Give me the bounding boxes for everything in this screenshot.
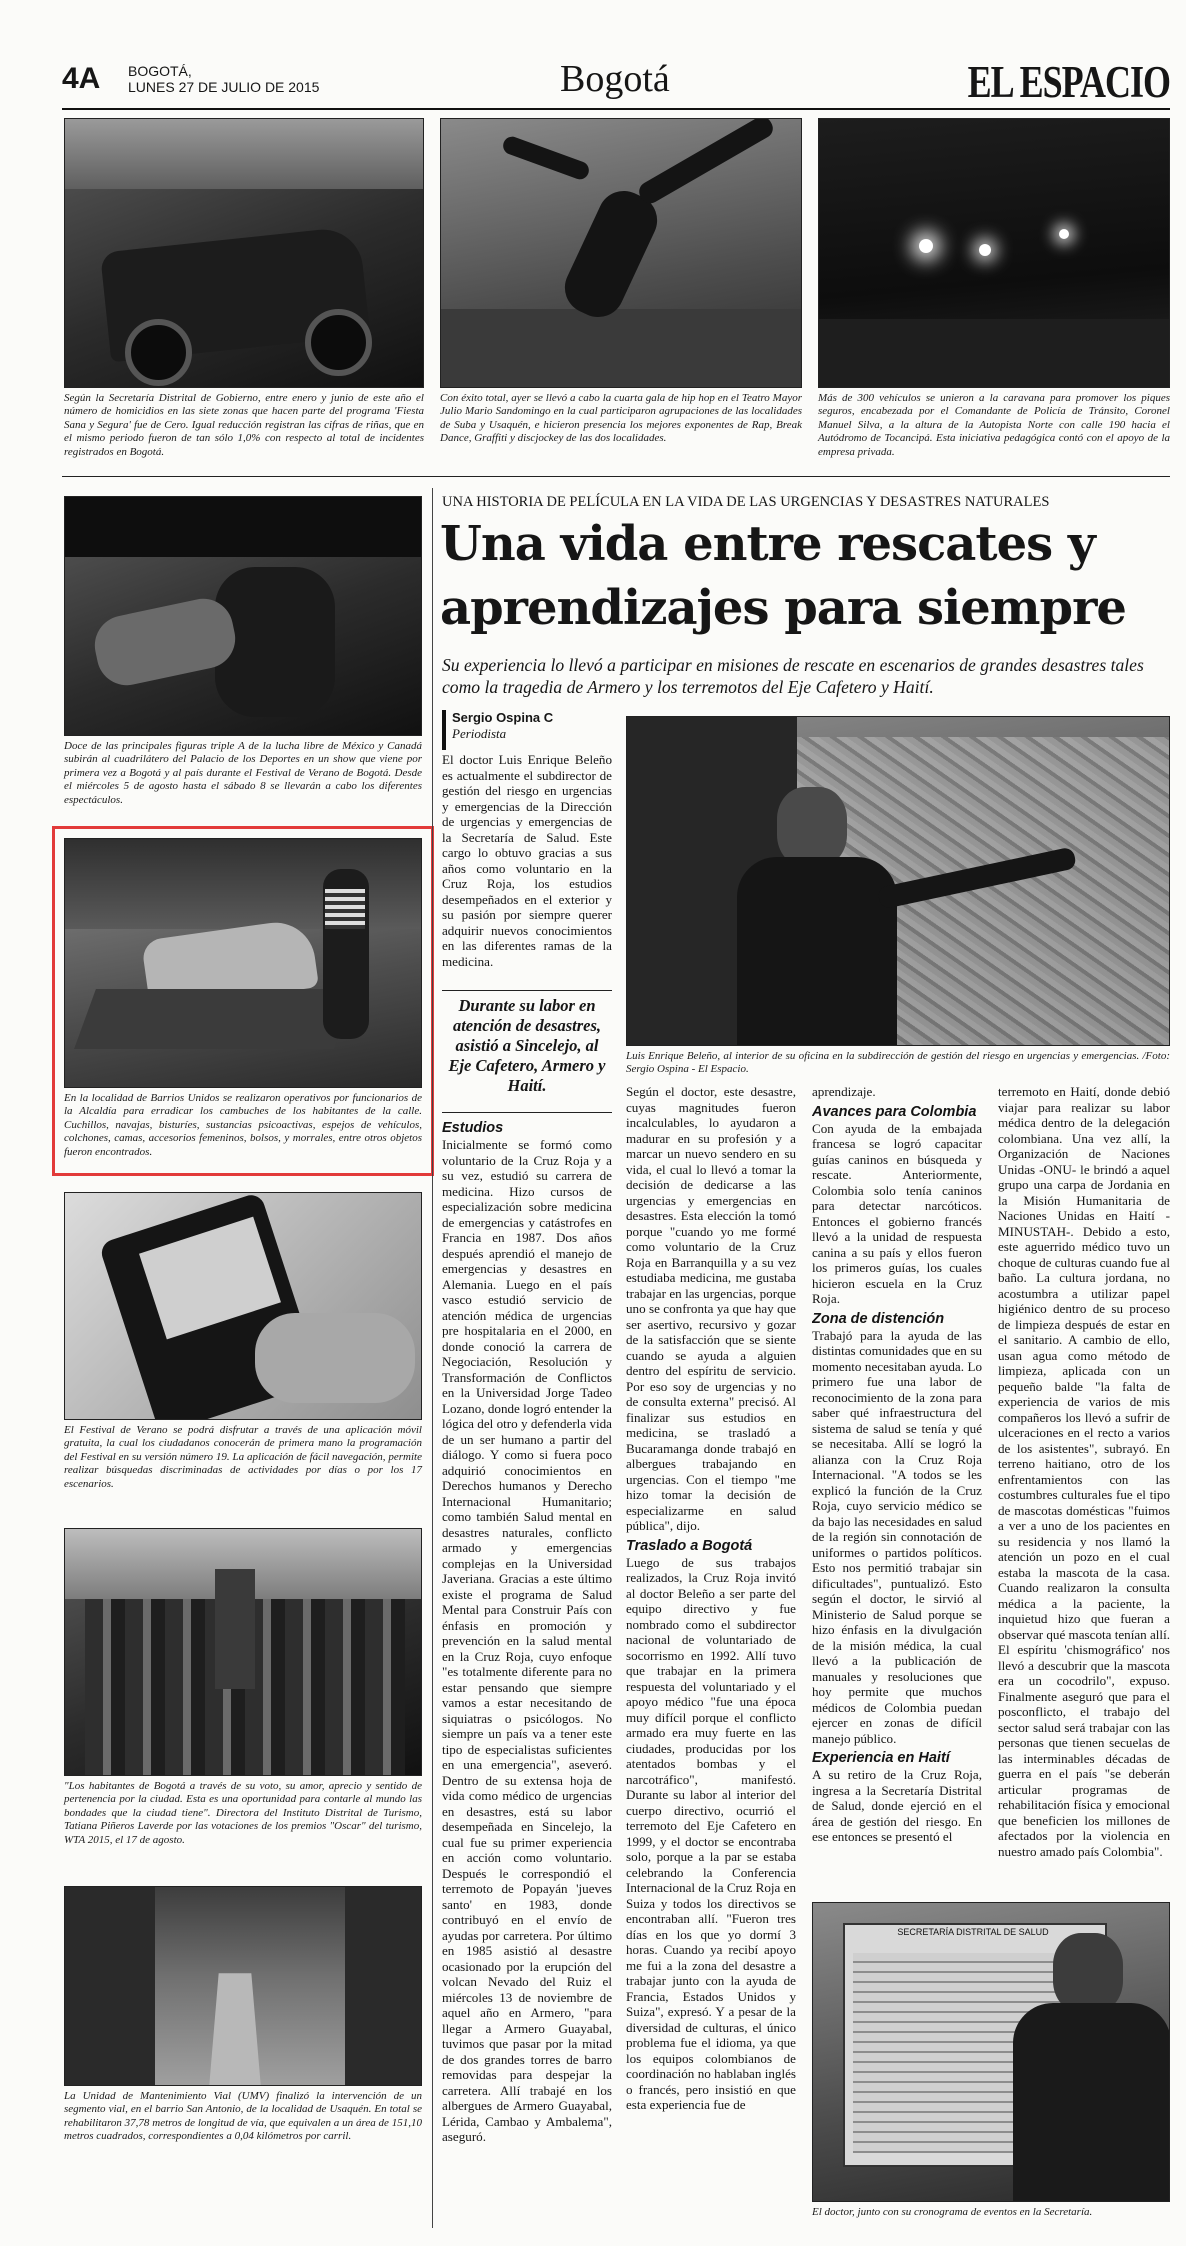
masthead: [62, 55, 1170, 107]
column-3-text-b: Trabajó para la ayuda de las distintas comunidades que en su momento necesitaban ayuda. Lo primero fue una labor de reconocimiento de la zona para saber qué infraestructura del sistema de salud se tenía y qué se necesitaba. Allí se logró la alianza con la Cruz Roja Internacional. "A todos se les explicó la función de la Cruz Roja, cuyo servicio médico se da bajo las necesidades en salud de la región sin connotación de uniformes o partidos políticos. Esto nos permitió trabajar sin dificultades", puntualizó. Esto según el doctor, le sirvió al Ministerio de Salud porque se hizo énfasis en la divulgación de la misión médica, la cual llevó a la publicación de manuales y resoluciones que hoy permite que muchos médicos de Colombia puedan ejercer en zonas de difícil manejo público.: [812, 1327, 982, 1746]
caption-homicides: Según la Secretaría Distrital de Gobierno, entre enero y junio de este año el número de homicidios en las siete zonas que hacen parte del programa 'Fiesta Sana y Segura' fue de Cero. Igual reducción registran las cifras de riñas, que en el mismo periodo fueron de tan sólo 1,0% con respecto al total de incidentes registrados en Bogotá.: [64, 392, 424, 458]
caption-festival-app: El Festival de Verano se podrá disfrutar a través de una aplicación móvil gratuita, la cual los ciudadanos conocerán de primera mano la programación del Festival en su versión número 19. La aplicación de fácil navegación, permite realizar búsquedas discriminadas de actividades por días o por los 17 escenarios.: [64, 1424, 422, 1490]
top-row-rule: [62, 476, 1170, 477]
heading-experiencia-haiti: Experiencia en Haití: [812, 1750, 950, 1766]
caption-caravan: Más de 300 vehículos se unieron a la caravana para promover los piques seguros, encabezada por el Comandante de Policía de Tránsito, Coronel Manuel Silva, a la altura de la Autopista Norte con calle 190 hacia el Autódromo de Tocancipá. Esta iniciativa pedagógica contó con el apoyo de la empresa privada.: [818, 392, 1170, 458]
section-title: Bogotá: [560, 58, 670, 100]
article-intro-text: El doctor Luis Enrique Beleño es actualmente el subdirector de gestión del riesgo en urgencias y emergencias de la Dirección de urgencias y emergencias de la Secretaría de Salud. Este cargo lo obtuvo gracias a sus años como voluntario en la Cruz Roja, los estudios desempeñados en el exterior y su pasión por siempre querer adquirir nuevos conocimientos en las diferentes ramas de la medicina.: [442, 752, 612, 969]
page-number: 4A: [62, 62, 101, 95]
byline: [442, 710, 592, 750]
article-headline-line1: Una vida entre rescates y: [440, 516, 1095, 572]
photo-street-camp-removal: [64, 838, 422, 1088]
photo-bogota-skyline: [64, 1528, 422, 1776]
caption-street-camps: En la localidad de Barrios Unidos se realizaron operativos por funcionarios de la Alcaldía para erradicar los cambuches de los habitantes de la calle. Cuchillos, navajas, bisturíes, sustancias psicoactivas, espejos de vehículos, colchones, camas, accesorios femeninos, bolsos, y morrales, entre otros objetos fueron encontrados.: [64, 1092, 422, 1158]
caption-wrestling: Doce de las principales figuras triple A de la lucha libre de México y Canadá subirán al cuadrilátero del Palacio de los Deportes en un show que viene por primera vez a Bogotá y al país durante el Festival de Verano de Bogotá. Desde el miércoles 5 de agosto hasta el sábado 8 se llevarán a cabo los diferentes espectáculos.: [64, 740, 422, 806]
photo-road-maintenance: [64, 1886, 422, 2086]
article-column-3: [812, 1084, 982, 1894]
article-kicker: UNA HISTORIA DE PELÍCULA EN LA VIDA DE LAS URGENCIAS Y DESASTRES NATURALES: [442, 494, 1050, 510]
article-column-2: [626, 1084, 796, 2228]
office-sign: SECRETARÍA DISTRITAL DE SALUD: [897, 1927, 1049, 1937]
photo-doctor-schedule: [812, 1902, 1170, 2202]
caption-hip-hop: Con éxito total, ayer se llevó a cabo la cuarta gala de hip hop en el Teatro Mayor Julio Mario Sandomingo en la cual participaron agrupaciones de las localidades de Suba y Usaquén, e hicieron presencia los mejores exponentes de Rap, Break Dance, Graffiti y discjockey de las dos localidades.: [440, 392, 802, 445]
column-3-text-c: A su retiro de la Cruz Roja, ingresa a la Secretaría Distrital de Salud, donde ejerció en el área de gestión del riesgo. En ese entonces se presentó el: [812, 1767, 982, 1844]
photo-wrestling: [64, 496, 422, 736]
column-2-text: Según el doctor, este desastre, cuyas magnitudes fueron incalculables, lo ayudaron a madurar en su profesión y a marcar un nuevo sendero en su vida, el cual lo llevó a tomar la decisión de dedicarse a las urgencias y emergencias en desastres. Esta elección la tomó porque "cuando yo me formé como voluntario de la Cruz Roja en Barranquilla y a su vez estudiaba medicina, me gustaba trabajar en las urgencias, porque uno se confronta ya que hay que ser asertivo, recursivo y gozar de la satisfacción que se siente cuando se ayuda a alguien dentro del espíritu de servicio. Por eso soy de urgencias y no de consulta externa" precisó. Al finalizar sus estudios en medicina, se trasladó a Bucaramanga donde trabajó en albergues trabajando en urgencias. Con el tiempo "me hizo tomar la decisión de especializarme en salud pública", dijo.: [626, 1084, 796, 1533]
caption-tourism-awards: "Los habitantes de Bogotá a través de su voto, su amor, aprecio y sentido de pertenencia por la ciudad. Esta es una oportunidad para contarle al mundo las bondades que la ciudad tiene". Directora del Instituto Distrital de Turismo, Tatiana Piñeros Laverde por las votaciones de los premios "Oscar" del turismo, WTA 2015, el 17 de agosto.: [64, 1780, 422, 1846]
photo-beleno-office: [626, 716, 1170, 1046]
article-column-4: [998, 1084, 1170, 1894]
photo-hip-hop-dancer: [440, 118, 802, 388]
byline-role: Periodista: [452, 726, 507, 741]
column-2-text-b: Luego de sus trabajos realizados, la Cruz Roja invitó al doctor Beleño a ser parte del equipo directivo y fue nombrado como el subdirector nacional de voluntariado de socorrismo en 1992. Allí tuvo que trabajar en la primera respuesta del voluntariado y el apoyo médico "fue una época muy difícil porque el conflicto armado era muy fuerte en las ciudades, producidas por los atentados bombas y el narcotráfico", manifestó. Durante su labor al interior del cuerpo directivo, ocurrió el terremoto del Eje Cafetero en 1999, y el doctor se encontraba solo, porque a la par se estaba celebrando la Conferencia Internacional de la Cruz Roja en Suiza y todos los directivos se encontraban allí. "Fueron tres días en los que yo dormí 3 horas. Cuando ya recibí apoyo me fui a la zona del desastre a trabajar junto con la ayuda de Francia, Estados Unidos y Suiza", expresó. Y a pesar de la diversidad de culturas, el único problema fue el idioma, ya que los equipos colombianos de coordinación no hablaban inglés o francés, pero insistió en que esta experiencia fue de: [626, 1554, 796, 2112]
masthead-city: BOGOTÁ,: [128, 63, 192, 79]
caption-beleno-office: Luis Enrique Beleño, al interior de su oficina en la subdirección de gestión del riesgo en urgencias y emergencias. /Foto: Sergio Ospina - El Espacio.: [626, 1050, 1170, 1076]
article-pullquote: Durante su labor en atención de desastres, asistió a Sincelejo, al Eje Cafetero, Armero y Haití.: [448, 996, 606, 1095]
article-column-1: [442, 1116, 612, 2228]
photo-mobile-phone-app: [64, 1192, 422, 1420]
newspaper-logo: EL ESPACIO: [967, 57, 1170, 107]
column-4-text: terremoto en Haití, donde debió viajar para realizar su labor médica dentro de la delegación colombiana. Una vez allí, la Organización de Naciones Unidas -ONU- le brindó a aquel grupo una carpa de Jordania en la Misión Humanitaria de Naciones Unidas en Haití -MINUSTAH-. Debido a esto, este aguerrido médico tuvo un choque de culturas cuando fue al baño. La cultura jordana, no acostumbra a utilizar papel higiénico dentro de su proceso de limpieza después de estar en el sanitario. A cambio de ello, usan agua como método de limpieza, aplicada con un pequeño balde "la falta de experiencia de varios de mis compañeros los llevó a sufrir de ulceraciones en el recto a varios de los asistentes", subrayó. En terreno haitiano, otro de los enfrentamientos con las costumbres culturales fue el tipo de mascotas domésticas "fuimos a ver a uno de los pacientes en su residencia y nos llamó la atención un pozo en el cual estaba la mascota de la casa. Cuando realizaron la consulta médica a la paciente, la inquietud hizo que fueran a observar qué mascota tenían allí. El espíritu 'chismográfico' nos llevó a descubrir que la mascota era un cocodrilo", expuso. Finalmente aseguró que para el posconflicto, el trabajo del sector salud será trabajar con las personas que tienen secuelas de las interminables décadas de guerra en el país "se deberán articular programas de rehabilitación física y emocional que beneficien los millones de afectados por la violencia en nuestro amado país Colombia".: [998, 1084, 1170, 1859]
column-1-text: Inicialmente se formó como voluntario de la Cruz Roja y a su vez, estudió su carrera de medicina. Hizo cursos de especialización sobre medicina de emergencias y catástrofes en Francia en 1987. Dos años después aprendió el manejo de emergencias y desastres en Alemania. Luego en el país vasco estudió servicio de atención médica de urgencias pre hospitalaria en el 2000, en donde conoció la carrera de Negociación, Resolución y Transformación de Conflictos en la Universidad Jorge Tadeo Lozano, donde logró entender la lógica del otro y defenderla vida de un ser humano a partir del diálogo. Y como si fuera poco adquirió conocimientos en Derechos humanos y Derecho Internacional Humanitario; como también Salud mental en desastres naturales, conflicto armado y emergencias complejas en la Universidad Javeriana. Gracias a este último existe el programa de Salud Mental para Construir País con énfasis en promoción y prevención en la salud mental en la Cruz Roja, cuyo enfoque "es totalmente diferente para no estar pensando que siempre vamos a estar necesitando de siquiatras o psicólogos. No siempre un país va a tener este tipo de especialistas suficientes en una emergencia", aseveró. Dentro de su extensa hoja de vida como médico de urgencias en desastres, está su labor desempeñada en Sincelejo, la cual fue su primer experiencia en acción como voluntario. Después le correspondió el terremoto de Popayán 'jueves santo' en 1983, donde contribuyó en el envío de ayudas por carretera. Por último en 1985 asistió al desastre ocasionado por la erupción del volcan Nevado del Ruiz el miércoles 13 de noviembre de aquel año en Armero, "para llegar a Armero Guayabal, tuvimos que pasar por la mitad de dos grandes torres de barro removidas para despejar la carretera. Allí trabajé en los albergues de Armero Guayabal, Lérida, Cambao y Ambalema", aseguró.: [442, 1137, 612, 2144]
heading-traslado-bogota: Traslado a Bogotá: [626, 1537, 753, 1554]
photo-crashed-vehicle: [64, 118, 424, 388]
sidebar-divider: [432, 488, 433, 2228]
masthead-rule: [62, 108, 1170, 110]
pullquote-rule-bottom: [442, 1112, 612, 1113]
heading-avances-colombia: Avances para Colombia: [812, 1103, 977, 1120]
pullquote-rule-top: [442, 990, 612, 991]
heading-estudios: Estudios: [442, 1120, 504, 1136]
article-headline-line2: aprendizajes para siempre: [440, 580, 1126, 636]
masthead-date: LUNES 27 DE JULIO DE 2015: [128, 79, 320, 95]
photo-car-caravan-night: [818, 118, 1170, 388]
byline-name: Sergio Ospina C: [452, 710, 554, 725]
column-3-text: aprendizaje.: [812, 1084, 876, 1099]
caption-road-maintenance: La Unidad de Mantenimiento Vial (UMV) finalizó la intervención de un segmento vial, en el barrio San Antonio, de la localidad de Usaquén. En total se rehabilitaron 37,78 metros de longitud de vía, que equivalen a un área de 151,10 metros cuadrados, correspondientes a 0,04 kilómetros por carril.: [64, 2090, 422, 2143]
heading-zona-distencion: Zona de distención: [812, 1310, 945, 1327]
column-3-text-a: Con ayuda de la embajada francesa se logró capacitar guías caninos en búsqueda y rescate. Anteriormente, Colombia solo tenía caninos para detectar narcóticos. Entonces el gobierno francés llevó a la unidad de respuesta canina a su país y ellos fueron los primeros guías, los cuales hicieron escuela en la Cruz Roja.: [812, 1120, 982, 1306]
caption-doctor-schedule: El doctor, junto con su cronograma de eventos en la Secretaría.: [812, 2206, 1093, 2218]
article-deck: Su experiencia lo llevó a participar en misiones de rescate en escenarios de grandes desastres tales como la tragedia de Armero y los terremotos del Eje Cafetero y Haití.: [442, 655, 1144, 697]
article-intro: [442, 752, 612, 984]
